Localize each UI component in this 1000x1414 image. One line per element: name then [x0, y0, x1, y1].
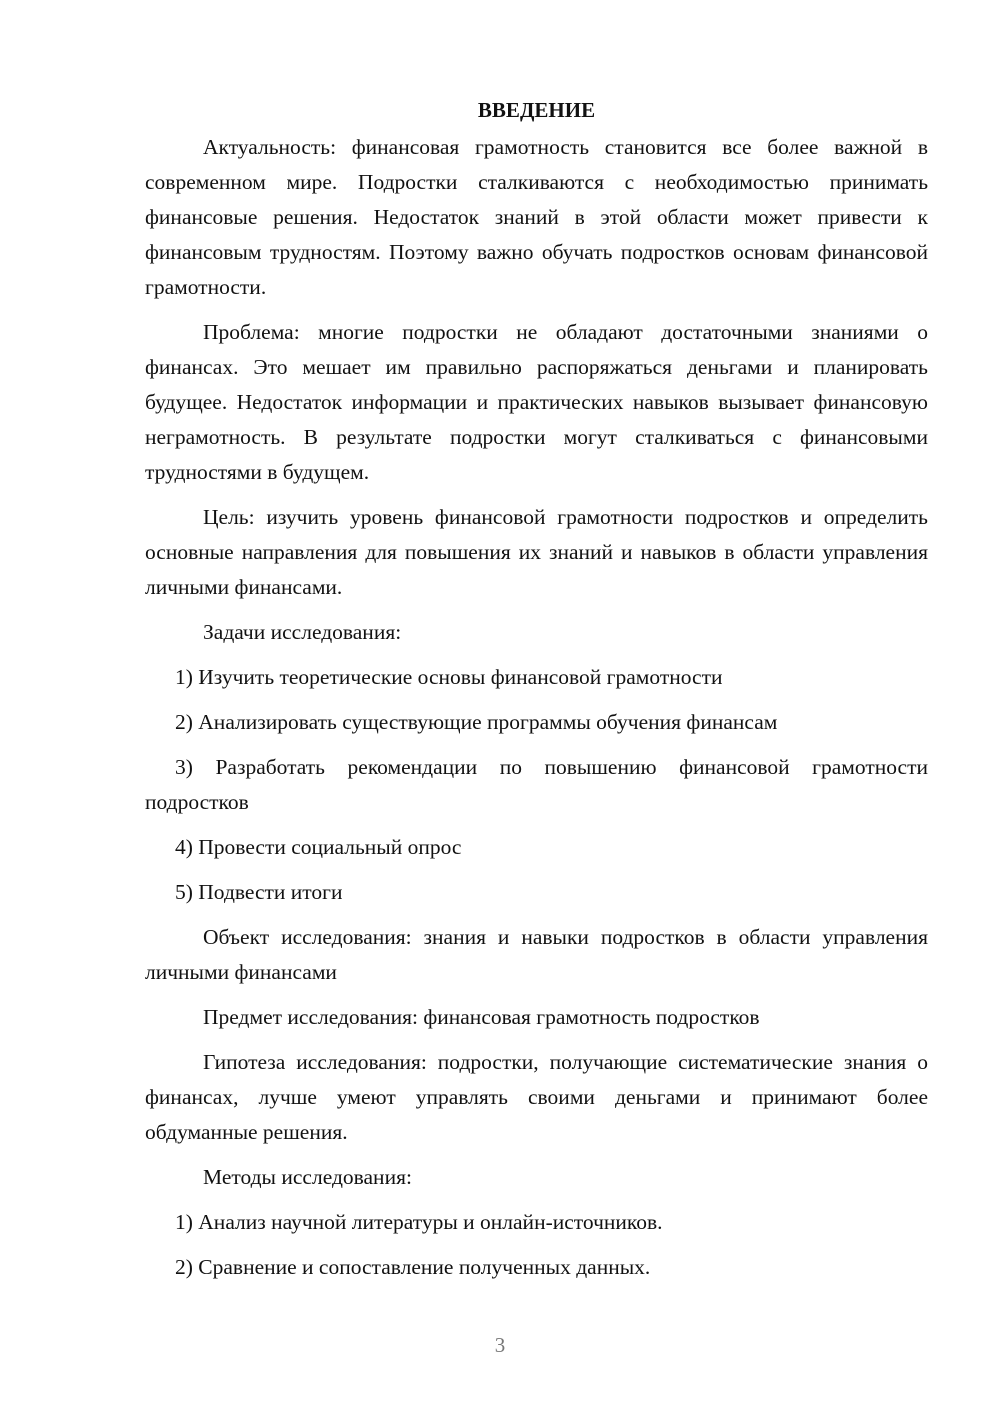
relevance-paragraph: Актуальность: финансовая грамотность становится все более важной в современном мире. Подростки сталкиваются с необходимостью принимать финансовые решения. Недостаток знаний в этой области может привести к финансовым трудностям. Поэтому важно обучать подростков основам финансовой грамотности.: [145, 135, 928, 299]
task-item: 1) Изучить теоретические основы финансовой грамотности: [175, 665, 723, 689]
section-title: ВВЕДЕНИЕ: [477, 98, 596, 122]
task-item: 3) Разработать рекомендации по повышению финансовой грамотности подростков: [145, 755, 928, 814]
task-item: 4) Провести социальный опрос: [175, 835, 462, 859]
object-paragraph: Объект исследования: знания и навыки подростков в области управления личными финансами: [145, 925, 928, 984]
hypothesis-paragraph: Гипотеза исследования: подростки, получающие систематические знания о финансах, лучше умеют управлять своими деньгами и принимают более обдуманные решения.: [145, 1050, 928, 1144]
page-number: 3: [494, 1333, 506, 1357]
problem-paragraph: Проблема: многие подростки не обладают достаточными знаниями о финансах. Это мешает им правильно распоряжаться деньгами и планировать будущее. Недостаток информации и практических навыков вызывает финансовую неграмотность. В результате подростки могут сталкиваться с финансовыми трудностями в будущем.: [145, 320, 928, 484]
task-item: 5) Подвести итоги: [175, 880, 343, 904]
methods-heading: Методы исследования:: [203, 1165, 412, 1189]
task-item: 2) Анализировать существующие программы обучения финансам: [175, 710, 778, 734]
document-body: [145, 92, 928, 1295]
tasks-heading: Задачи исследования:: [203, 620, 402, 644]
method-item: 2) Сравнение и сопоставление полученных данных.: [175, 1255, 651, 1279]
goal-paragraph: Цель: изучить уровень финансовой грамотности подростков и определить основные направления для повышения их знаний и навыков в области управления личными финансами.: [145, 505, 928, 599]
subject-paragraph: Предмет исследования: финансовая грамотность подростков: [203, 1005, 760, 1029]
method-item: 1) Анализ научной литературы и онлайн-источников.: [175, 1210, 663, 1234]
